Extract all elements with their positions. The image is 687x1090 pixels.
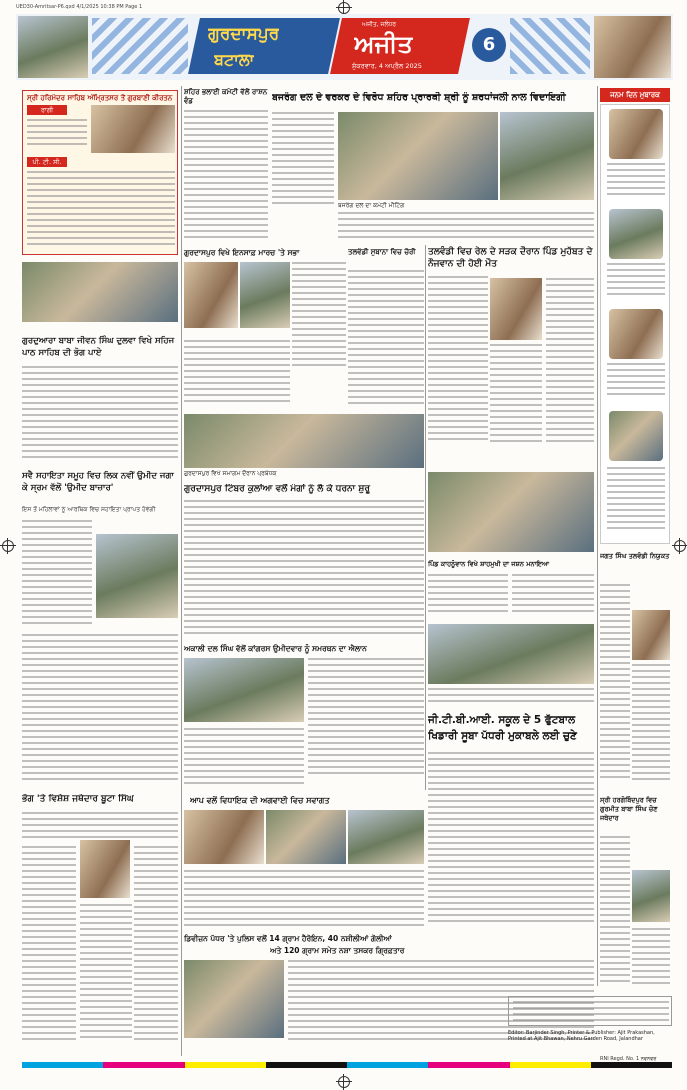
bajrang-dal-meeting-photo <box>338 112 498 200</box>
golden-temple-image <box>18 16 88 78</box>
box-title: ਸ੍ਰੀ ਹਰਿਮੰਦਰ ਸਾਹਿਬ ਅੰਮ੍ਰਿਤਸਰ ਤੋਂ ਗੁਰਬਾਣੀ ਕੀਰਤਨ <box>27 94 173 102</box>
notice-box <box>508 996 672 1026</box>
drug-seizure-subhead: ਅਤੇ 120 ਗ੍ਰਾਮ ਸਮੇਤ ਨਸ਼ਾ ਤਸਕਰ ਗ੍ਰਿਫ਼ਤਾਰ <box>270 946 405 955</box>
event-group-photo <box>184 414 424 468</box>
event-photo-caption: ਗੁਰਦਾਸਪੁਰ ਵਿਖੇ ਸਮਾਗਮ ਦੌਰਾਨ ਪ੍ਰਬੰਧਕ <box>184 470 277 477</box>
brand-tagline: ਅਜੀਤ, ਜਲੰਧਰ <box>362 21 397 28</box>
umeed-bazaar-photo <box>96 534 178 618</box>
issue-date: ਸ਼ੁੱਕਰਵਾਰ, 4 ਅਪ੍ਰੈਲ 2025 <box>352 62 422 70</box>
timber-protest-headline: ਗੁਰਦਾਸਪੁਰ ਟਿੰਬਰ ਕੁਲਾਂਆ ਵਲੋਂ ਮੰਗਾਂ ਨੂੰ ਲੈ ਕੇ ਧਰਨਾ ਸ਼ੁਰੂ <box>184 484 370 494</box>
group-photo-right <box>428 472 594 552</box>
right-main-headline-2: ਜੀ.ਟੀ.ਬੀ.ਆਈ. ਸਕੂਲ ਦੇ 5 ਫੁੱਟਬਾਲ ਖਿਡਾਰੀ ਸੂਬਾ ਪੱਧਰੀ ਮੁਕਾਬਲੇ ਲਈ ਚੁਣੇ <box>428 714 577 742</box>
masthead-banner <box>194 18 470 74</box>
bottom-center-headline: ਆਪ ਵਲੋਂ ਵਿਧਾਇਕ ਦੀ ਅਗਵਾਈ ਵਿਚ ਸਵਾਗਤ <box>190 796 330 805</box>
sehaj-path-photo <box>22 262 178 322</box>
lower-photo-1 <box>184 658 304 722</box>
ptc-badge: ਪੀ. ਟੀ. ਸੀ. <box>27 157 67 167</box>
center-top-headline: ਬਜਰੰਗ ਦਲ ਦੇ ਵਰਕਰ ਦੇ ਵਿਰੋਧ ਸ਼ਹਿਰ ਪ੍ਰਾਰਥੀ ਸ਼੍ਰੀ ਨੂੰ ਸ਼ਰਧਾਂਜਲੀ ਨਾਲ ਵਿਦਾਇਗੀ <box>272 92 566 103</box>
drug-seizure-headline: ਡਿਵੀਜ਼ਨ ਪੱਧਰ 'ਤੇ ਪੁਲਿਸ ਵਲੋਂ 14 ਗ੍ਰਾਮ ਹੈਰੋਇਨ, 40 ਨਸ਼ੀਲੀਆਂ ਗੋਲੀਆਂ <box>184 934 392 943</box>
registration-number: RNI Regd. No. 1 ਨਵਨਵਰ <box>600 1056 657 1062</box>
edition-line-2: ਬਟਾਲਾ <box>214 50 255 69</box>
birthday-child-4 <box>609 411 663 461</box>
story3-headline: ਭੋਗ 'ਤੇ ਵਿਸ਼ੇਸ਼ ਜਥੇਦਾਰ ਬੂਟਾ ਸਿੰਘ <box>22 794 134 804</box>
heritage-building-image <box>594 16 671 78</box>
center-right-headline: ਤਲਵੰਡੀ ਸੁਬਾਨਾ ਵਿਚ ਚੋਰੀ <box>348 248 416 256</box>
right-col-headline-bottom: ਸ੍ਰੀ ਹਰਗੋਬਿੰਦਪੁਰ ਵਿਚ ਗੁਰਮੀਤ ਬਾਬਾ ਸਿੰਘ ਚੋਣ ਜਥੇਦਾਰ <box>600 796 658 822</box>
birthday-section-title: ਜਨਮ ਦਿਨ ਮੁਬਾਰਕ <box>600 88 670 102</box>
story2-headline: ਸਵੈ ਸਹਾਇਤਾ ਸਮੂਹ ਵਿਚ ਲਿਕ ਨਵੀਂ ਉਮੀਦ ਜਗਾ ਕੇ ਸ੍ਰਮ ਵੱਲੋਂ 'ਉਮੀਦ ਬਾਜ਼ਾਰ' <box>22 471 174 493</box>
police-photo <box>184 960 284 1038</box>
football-players-photo <box>428 624 594 684</box>
masthead <box>16 14 673 80</box>
bottom-photo-3 <box>348 810 424 864</box>
birthday-wishes <box>600 104 670 544</box>
lower-center-headline: ਅਕਾਲੀ ਦਲ ਸਿੰਘ ਵੱਲੋਂ ਕਾਂਗਰਸ ਉਮੀਦਵਾਰ ਨੂੰ ਸਮਰਥਨ ਦਾ ਐਲਾਨ <box>184 644 367 653</box>
registration-mark-right <box>674 540 686 552</box>
edition-line-1: ਗੁਰਦਾਸਪੁਰ <box>208 24 280 44</box>
center-mid-headline: ਗੁਰਦਾਸਪੁਰ ਵਿਖੇ ਇਨਸਾਫ਼ ਮਾਰਚ 'ਤੇ ਸਭਾ <box>184 248 300 257</box>
mid-portrait-1 <box>184 262 238 328</box>
harmandir-sahib-photo <box>91 105 175 153</box>
jathedar-portrait <box>632 870 670 922</box>
birthday-child-3 <box>609 309 663 359</box>
bottom-photo-1 <box>184 810 264 864</box>
brand-name: ਅਜੀਤ <box>354 30 413 58</box>
page-number: 6 <box>472 28 506 62</box>
buta-singh-portrait <box>80 840 130 898</box>
center-left-headline: ਸ਼ਹਿਰ ਭਲਾਈ ਕਮੇਟੀ ਵੱਲੋਂ ਰਾਸ਼ਨ ਵੰਡ <box>184 88 268 105</box>
mid-portrait-2 <box>240 262 290 328</box>
print-color-bar <box>22 1062 672 1068</box>
story1-headline: ਗੁਰਦੁਆਰਾ ਬਾਬਾ ਜੀਵਨ ਸਿੰਘ ਦੁਲਵਾ ਵਿਖੇ ਸਹਿਜ ਪਾਠ ਸਾਹਿਬ ਦੀ ਭੋਗ ਪਾਏ <box>22 336 175 358</box>
victim-portrait <box>490 278 542 340</box>
appointee-portrait <box>632 610 670 660</box>
top-photo-caption: ਬਜਰੰਗ ਦਲ ਦਾ ਕਮੇਟੀ ਮੀਟਿੰਗ <box>338 202 405 209</box>
imprint-credits: Editor: Barjinder Singh, Printer & Publisher: Ajit Prakashan, Printed at Ajit Bhawan, Nehru Garden Road, Jalandhar <box>508 1030 655 1042</box>
registration-mark-top <box>338 2 350 14</box>
bottom-photo-2 <box>266 810 346 864</box>
box-sub-label: ਰਾਗੀ <box>27 105 67 115</box>
birthday-child-2 <box>609 209 663 259</box>
right-main-headline-3: ਪਿੰਡ ਕਾਹਨੂੰਵਾਨ ਵਿਖੇ ਸ਼ਾਹਮੁਖੀ ਦਾ ਜਸ਼ਨ ਮਨਾਇਆ <box>428 560 550 568</box>
top-photo-2 <box>500 112 594 200</box>
story2-subhead: ਇਸ ਤੋਂ ਮਹਿਲਾਵਾਂ ਨੂੰ ਆਰਥਿਕ ਵਿਚ ਸਹਾਇਤਾ ਪ੍ਰਾਪਤ ਹੋਵੇਗੀ <box>22 506 156 513</box>
registration-mark-bottom <box>338 1076 350 1088</box>
gurbani-kirtan-box <box>22 90 178 255</box>
print-slug: UED30-Amritsar-P6.qxd 4/1/2025 10:38 PM Page 1 <box>16 4 143 10</box>
registration-mark-left <box>2 540 14 552</box>
right-main-headline-1: ਤਲਵੰਡੀ ਵਿਚ ਰੇਲ ਦੇ ਸੜਕ ਦੌਰਾਨ ਪਿੰਡ ਮੁਹੱਬਤ ਦੇ ਨੌਜਵਾਨ ਦੀ ਹੋਈ ਮੌਤ <box>428 247 593 269</box>
right-col-headline-mid: ਜਗਤ ਸਿੰਘ ਤਲਵੰਡੀ ਨਿਯੁਕਤ <box>600 552 670 560</box>
birthday-child-1 <box>609 109 663 159</box>
